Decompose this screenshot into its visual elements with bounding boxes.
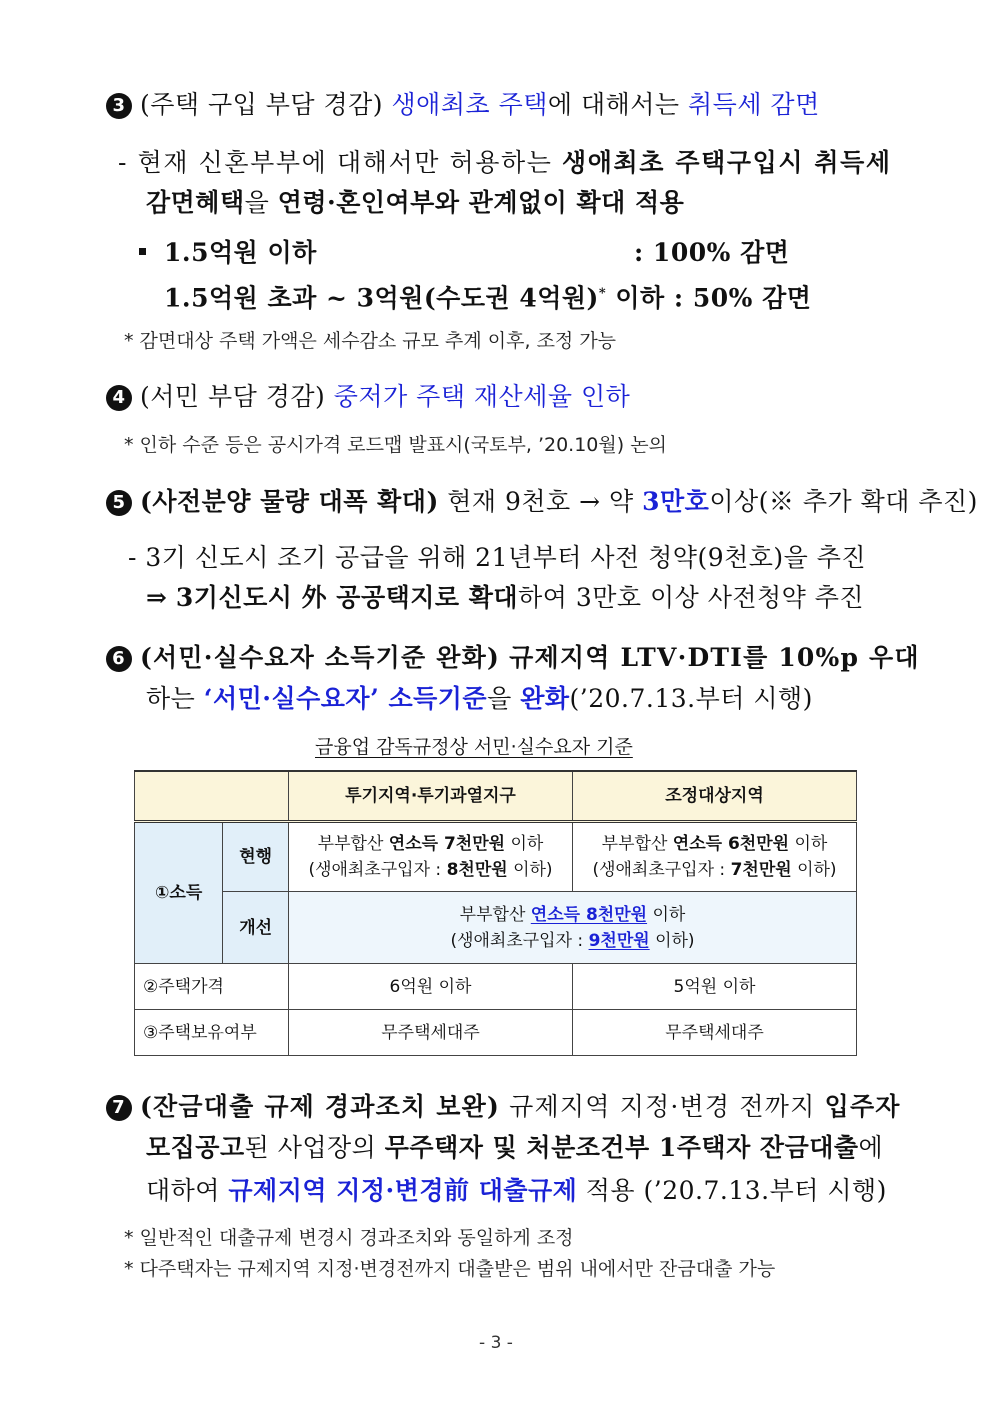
row-label-income: ①소득 [135,822,223,964]
number-6-icon: 6 [106,646,132,672]
cell-price-adjusted: 5억원 이하 [573,964,857,1010]
cell-current-adjusted: 부부합산 연소득 6천만원 이하 (생애최초구입자 : 7천만원 이하) [573,822,857,892]
number-5-icon: 5 [106,490,132,516]
section-4-note: * 인하 수준 등은 공시가격 로드맵 발표시(국토부, ’20.10월) 논의 [124,434,667,456]
section-6-line2: 하는 ‘서민·실수요자’ 소득기준을 완화(’20.7.13.부터 시행) [146,684,813,713]
section-5-para-line1: - 3기 신도시 조기 공급을 위해 21년부터 사전 청약(9천호)을 추진 [128,543,867,572]
section-3-para-line1: - 현재 신혼부부에 대해서만 허용하는 생애최초 주택구입시 취득세 [118,148,892,177]
page-number: - 3 - [479,1333,513,1353]
cell-improved: 부부합산 연소득 8천만원 이하 (생애최초구입자 : 9천만원 이하) [289,892,857,964]
table-header-blank [135,771,289,822]
table-row-ownership [135,1010,857,1056]
number-7-icon: 7 [106,1095,132,1121]
table-row-price [135,964,857,1010]
table-row-income-current [135,822,857,892]
section-3-heading: 3 (주택 구입 부담 경감) 생애최초 주택에 대해서는 취득세 감면 [106,88,820,122]
section-5-para-line2: ⇒ 3기신도시 外 공공택지로 확대하여 3만호 이상 사전청약 추진 [146,583,865,612]
number-3-icon: 3 [106,93,132,119]
row-label-current: 현행 [223,822,289,892]
criteria-table [134,770,857,1056]
section-3-para-line2: 감면혜택을 연령·혼인여부와 관계없이 확대 적용 [146,188,685,217]
row-label-price: ②주택가격 [135,964,289,1010]
cell-price-speculative: 6억원 이하 [289,964,573,1010]
tax-reduction-row-1-value: : 100% 감면 [634,238,790,267]
section-7-heading: 7 (잔금대출 규제 경과조치 보완) 규제지역 지정·변경 전까지 입주자 [106,1090,901,1124]
section-7-line3: 대하여 규제지역 지정·변경前 대출규제 적용 (’20.7.13.부터 시행) [146,1176,887,1205]
table-header-row [135,771,857,822]
bullet-square-icon [139,248,146,255]
tax-reduction-row-1: 1.5억원 이하 [139,236,317,270]
section-7-note-2: * 다주택자는 규제지역 지정·변경전까지 대출받은 범위 내에서만 잔금대출 가능 [124,1258,776,1280]
section-3-note: * 감면대상 주택 가액은 세수감소 규모 추계 이후, 조정 가능 [124,330,617,352]
cell-current-speculative: 부부합산 연소득 7천만원 이하 (생애최초구입자 : 8천만원 이하) [289,822,573,892]
section-5-heading: 5 (사전분양 물량 대폭 확대) 현재 9천호 → 약 3만호이상(※ 추가 확대 추진) [106,485,978,519]
table-caption: 금융업 감독규정상 서민·실수요자 기준 [315,736,633,758]
section-7-note-1: * 일반적인 대출규제 변경시 경과조치와 동일하게 조정 [124,1227,574,1249]
cell-ownership-adjusted: 무주택세대주 [573,1010,857,1056]
row-label-improve: 개선 [223,892,289,964]
row-label-ownership: ③주택보유여부 [135,1010,289,1056]
cell-ownership-speculative: 무주택세대주 [289,1010,573,1056]
table-header-adjusted-zone: 조정대상지역 [573,771,857,822]
section-6-heading: 6 (서민·실수요자 소득기준 완화) 규제지역 LTV·DTI를 10%p 우대 [106,641,920,675]
section-4-heading: 4 (서민 부담 경감) 중저가 주택 재산세율 인하 [106,380,630,414]
tax-reduction-row-2: 1.5억원 초과 ~ 3억원(수도권 4억원)* 이하 : 50% 감면 [164,283,812,313]
table-row-income-improved [135,892,857,964]
table-header-speculative-zone: 투기지역·투기과열지구 [289,771,573,822]
section-7-line2: 모집공고된 사업장의 무주택자 및 처분조건부 1주택자 잔금대출에 [146,1133,884,1162]
number-4-icon: 4 [106,385,132,411]
